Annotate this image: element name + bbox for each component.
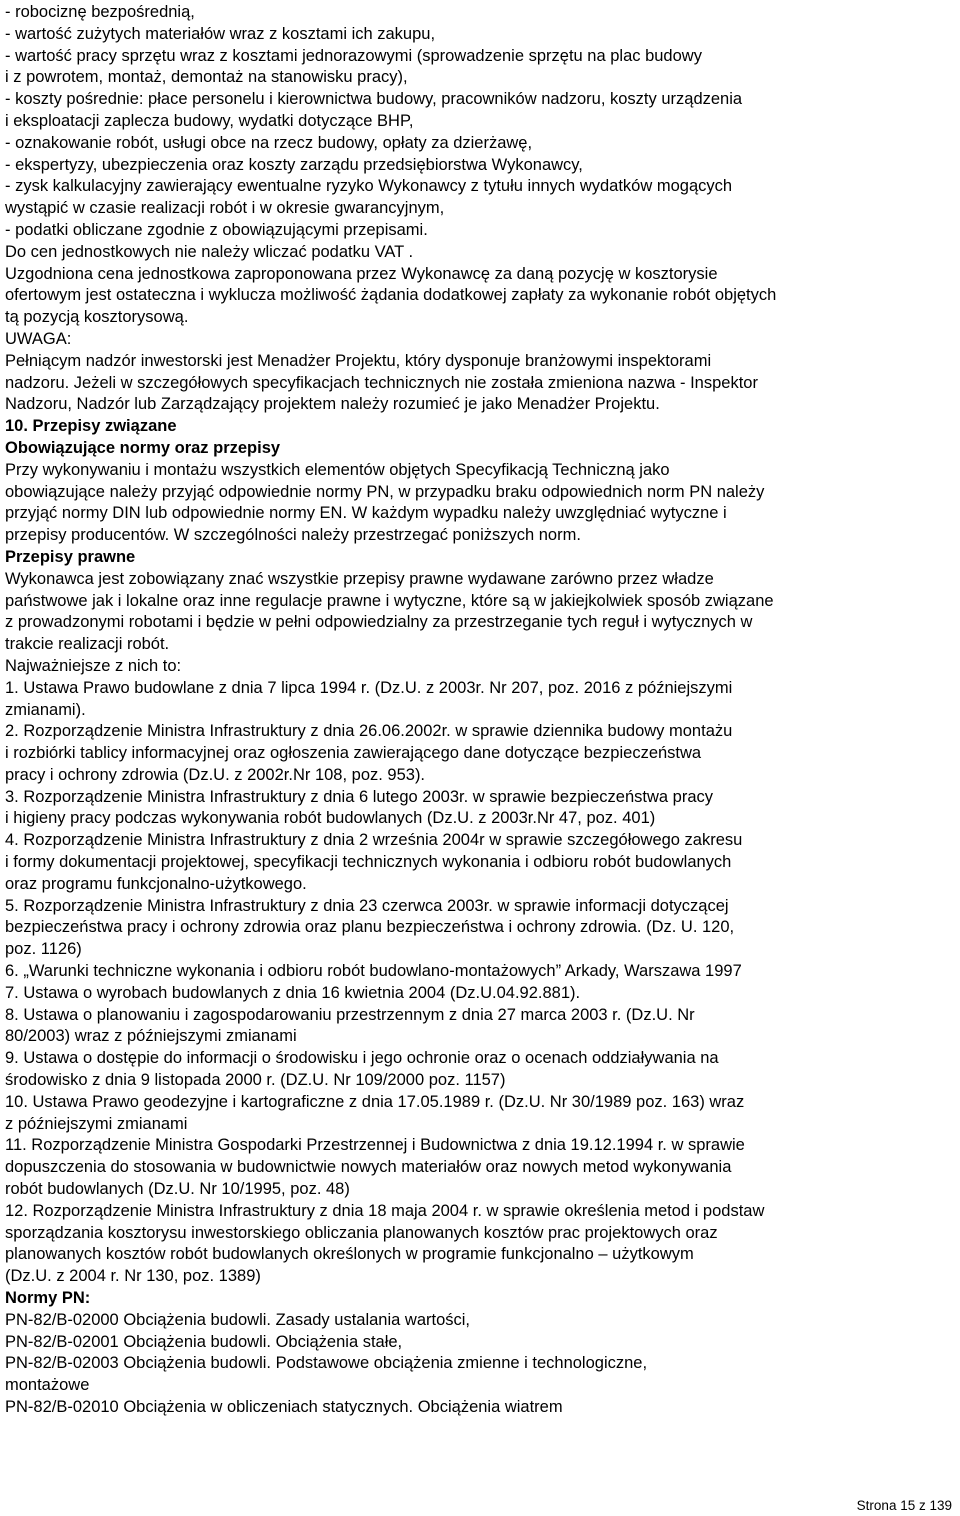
- section-heading: 10. Przepisy związane: [5, 417, 177, 436]
- list-item: 7. Ustawa o wyrobach budowlanych z dnia 16 kwietnia 2004 (Dz.U.04.92.881).: [5, 983, 581, 1002]
- text-line: Najważniejsze z nich to:: [5, 656, 182, 675]
- document-page: [5, 2, 957, 1419]
- subsection-heading: Obowiązujące normy oraz przepisy: [5, 438, 281, 457]
- list-item: 4. Rozporządzenie Ministra Infrastruktury z dnia 2 września 2004r w sprawie szczegółowego zakresu: [5, 831, 743, 850]
- text-line: - robociznę bezpośrednią,: [5, 3, 195, 21]
- list-item: i formy dokumentacji projektowej, specyfikacji technicznych wykonania i odbioru robót budowlanych: [5, 853, 732, 872]
- list-item: oraz programu funkcjonalno-użytkowego.: [5, 874, 307, 893]
- page-number: Strona 15 z 139: [856, 1498, 952, 1513]
- list-item: (Dz.U. z 2004 r. Nr 130, poz. 1389): [5, 1267, 261, 1286]
- text-line: obowiązujące należy przyjąć odpowiednie normy PN, w przypadku braku odpowiednich norm PN należy: [5, 482, 765, 501]
- norm-item: PN-82/B-02000 Obciążenia budowli. Zasady ustalania wartości,: [5, 1310, 470, 1329]
- text-line: i z powrotem, montaż, demontaż na stanowisku pracy),: [5, 68, 408, 87]
- text-line: przepisy producentów. W szczególności należy przestrzegać poniższych norm.: [5, 526, 581, 545]
- norm-item: PN-82/B-02003 Obciążenia budowli. Podstawowe obciążenia zmienne i technologiczne,: [5, 1354, 648, 1373]
- list-item: środowisko z dnia 9 listopada 2000 r. (DZ.U. Nr 109/2000 poz. 1157): [5, 1071, 506, 1090]
- text-line: Do cen jednostkowych nie należy wliczać podatku VAT .: [5, 242, 414, 261]
- list-item: poz. 1126): [5, 940, 82, 959]
- text-line: Przy wykonywaniu i montażu wszystkich elementów objętych Specyfikacją Techniczną jako: [5, 460, 670, 479]
- list-item: robót budowlanych (Dz.U. Nr 10/1995, poz. 48): [5, 1180, 350, 1199]
- norm-item: montażowe: [5, 1376, 90, 1395]
- text-line: z prowadzonymi robotami i będzie w pełni odpowiedzialny za przestrzeganie tych reguł i wytycznych w: [5, 613, 753, 632]
- text-line: - wartość pracy sprzętu wraz z kosztami jednorazowymi (sprowadzenie sprzętu na plac budowy: [5, 46, 702, 65]
- list-item: 10. Ustawa Prawo geodezyjne i kartograficzne z dnia 17.05.1989 r. (Dz.U. Nr 30/1989 poz. 163) wraz: [5, 1092, 745, 1111]
- list-item: 8. Ustawa o planowaniu i zagospodarowaniu przestrzennym z dnia 27 marca 2003 r. (Dz.U. Nr: [5, 1005, 695, 1024]
- text-line: państwowe jak i lokalne oraz inne regulacje prawne i wytyczne, które są w jakiejkolwiek sposób związane: [5, 591, 774, 610]
- list-item: 5. Rozporządzenie Ministra Infrastruktury z dnia 23 czerwca 2003r. w sprawie informacji dotyczącej: [5, 896, 729, 915]
- text-line: - podatki obliczane zgodnie z obowiązującymi przepisami.: [5, 220, 428, 239]
- list-item: 11. Rozporządzenie Ministra Gospodarki Przestrzennej i Budownictwa z dnia 19.12.1994 r. w sprawie: [5, 1136, 745, 1155]
- text-line: ofertowym jest ostateczna i wyklucza możliwość żądania dodatkowej zapłaty za wykonanie robót objętych: [5, 286, 777, 305]
- list-item: zmianami).: [5, 700, 86, 719]
- list-item: 9. Ustawa o dostępie do informacji o środowisku i jego ochronie oraz o ocenach oddziaływania na: [5, 1049, 719, 1068]
- list-item: 1. Ustawa Prawo budowlane z dnia 7 lipca 1994 r. (Dz.U. z 2003r. Nr 207, poz. 2016 z późniejszymi: [5, 678, 733, 697]
- text-line: - wartość zużytych materiałów wraz z kosztami ich zakupu,: [5, 24, 436, 43]
- text-line: - zysk kalkulacyjny zawierający ewentualne ryzyko Wykonawcy z tytułu innych wydatków mogących: [5, 177, 733, 196]
- list-item: planowanych kosztów robót budowlanych określonych w programie funkcjonalno – użytkowym: [5, 1245, 694, 1264]
- list-item: dopuszczenia do stosowania w budownictwie nowych materiałów oraz nowych metod wykonywania: [5, 1158, 732, 1177]
- text-line: wystąpić w czasie realizacji robót i w okresie gwarancyjnym,: [5, 199, 445, 218]
- list-item: sporządzania kosztorysu inwestorskiego obliczania planowanych kosztów prac projektowych oraz: [5, 1223, 718, 1242]
- norm-item: PN-82/B-02010 Obciążenia w obliczeniach statycznych. Obciążenia wiatrem: [5, 1398, 563, 1416]
- text-line: Nadzoru, Nadzór lub Zarządzający projektem należy rozumieć je jako Menadżer Projektu.: [5, 395, 660, 414]
- text-line: trakcie realizacji robót.: [5, 635, 170, 654]
- text-line: - oznakowanie robót, usługi obce na rzecz budowy, opłaty za dzierżawę,: [5, 133, 533, 152]
- text-line: i eksploatacji zaplecza budowy, wydatki dotyczące BHP,: [5, 111, 414, 130]
- text-line: przyjąć normy DIN lub odpowiednie normy EN. W każdym wypadku należy uwzględniać wytyczne i: [5, 504, 727, 523]
- subsection-heading: Normy PN:: [5, 1289, 91, 1308]
- list-item: z późniejszymi zmianami: [5, 1114, 188, 1133]
- warning-label: UWAGA:: [5, 329, 72, 348]
- text-line: Wykonawca jest zobowiązany znać wszystkie przepisy prawne wydawane zarówno przez władze: [5, 569, 714, 588]
- text-line: Pełniącym nadzór inwestorski jest Menadżer Projektu, który dysponuje branżowymi inspektorami: [5, 351, 712, 370]
- text-line: - koszty pośrednie: płace personelu i kierownictwa budowy, pracowników nadzoru, koszty urządzenia: [5, 90, 743, 109]
- text-line: - ekspertyzy, ubezpieczenia oraz koszty zarządu przedsiębiorstwa Wykonawcy,: [5, 155, 583, 174]
- list-item: i higieny pracy podczas wykonywania robót budowlanych (Dz.U. z 2003r.Nr 47, poz. 401): [5, 809, 656, 828]
- list-item: i rozbiórki tablicy informacyjnej oraz ogłoszenia zawierającego dane dotyczące bezpieczeństwa: [5, 744, 702, 763]
- subsection-heading: Przepisy prawne: [5, 547, 136, 566]
- list-item: 3. Rozporządzenie Ministra Infrastruktury z dnia 6 lutego 2003r. w sprawie bezpieczeństwa pracy: [5, 787, 714, 806]
- text-line: tą pozycją kosztorysową.: [5, 308, 189, 327]
- text-line: nadzoru. Jeżeli w szczegółowych specyfikacjach technicznych nie została zmieniona nazwa - Inspektor: [5, 373, 758, 392]
- list-item: bezpieczeństwa pracy i ochrony zdrowia oraz planu bezpieczeństwa i ochrony zdrowia. (Dz. U. 120,: [5, 918, 735, 937]
- norm-item: PN-82/B-02001 Obciążenia budowli. Obciążenia stałe,: [5, 1332, 403, 1351]
- list-item: 6. „Warunki techniczne wykonania i odbioru robót budowlano-montażowych” Arkady, Warszawa 1997: [5, 962, 742, 981]
- text-line: Uzgodniona cena jednostkowa zaproponowana przez Wykonawcę za daną pozycję w kosztorysie: [5, 264, 718, 283]
- list-item: 12. Rozporządzenie Ministra Infrastruktury z dnia 18 maja 2004 r. w sprawie określenia metod i podstaw: [5, 1201, 765, 1220]
- list-item: 2. Rozporządzenie Ministra Infrastruktury z dnia 26.06.2002r. w sprawie dziennika budowy montażu: [5, 722, 733, 741]
- list-item: pracy i ochrony zdrowia (Dz.U. z 2002r.Nr 108, poz. 953).: [5, 765, 426, 784]
- list-item: 80/2003) wraz z późniejszymi zmianami: [5, 1027, 297, 1046]
